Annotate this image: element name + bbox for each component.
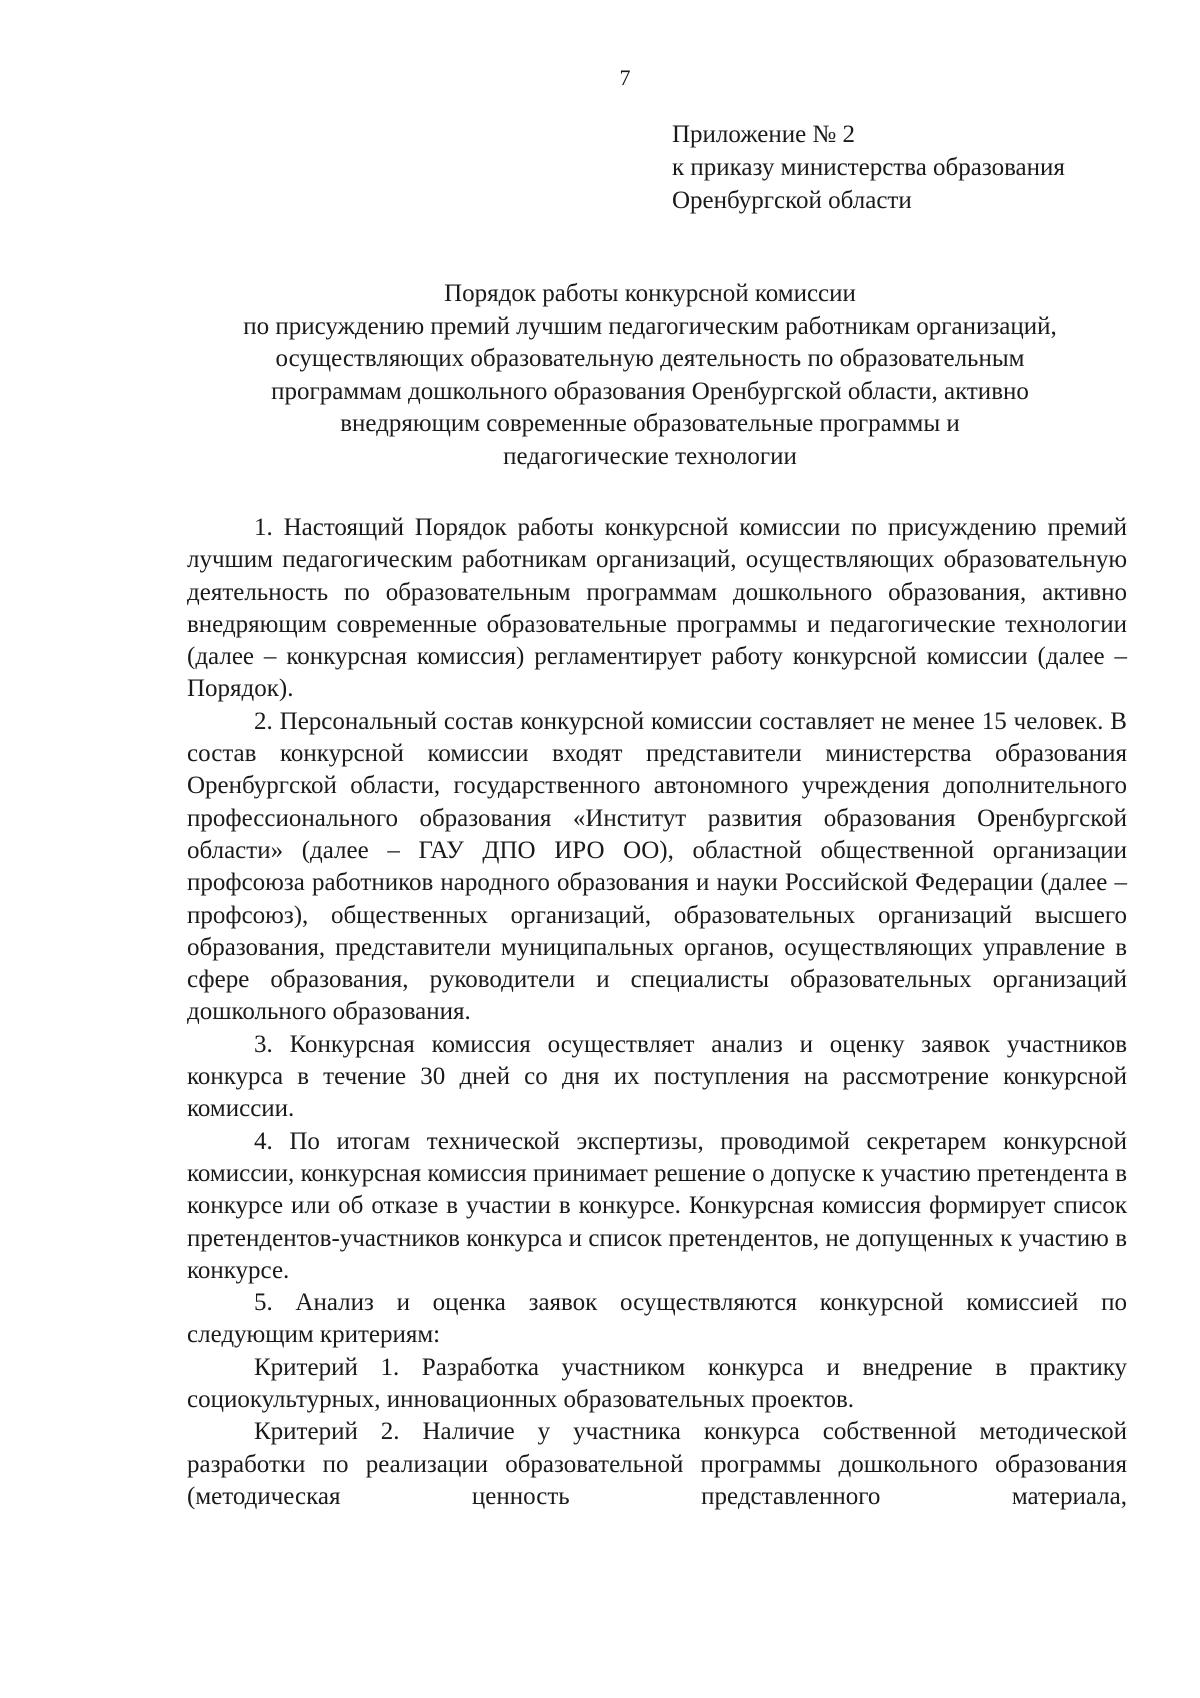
paragraph-4: 4. По итогам технической экспертизы, проводимой секретарем конкурсной комиссии, конкурсная комиссия принимает решение о допуске к участию претендента в конкурсе или об отказе в участии в конкурсе. Конкурсная комиссия формирует список претендентов-участников конкурса и список претендентов, не допущенных к участию в конкурсе. [187,1127,1127,1284]
title-line: педагогические технологии [503,442,797,470]
paragraph-2: 2. Персональный состав конкурсной комиссии составляет не менее 15 человек. В состав конкурсной комиссии входят представители министерства образования Оренбургской области, государственного автономного учреждения дополнительного профессионального образования «Институт развития образования Оренбургской области» (далее – ГАУ ДПО ИРО ОО), областной общественной организации профсоюза работников народного образования и науки Российской Федерации (далее – профсоюз), общественных организаций, образовательных организаций высшего образования, представители муниципальных органов, осуществляющих управление в сфере образования, руководители и специалисты образовательных организаций дошкольного образования. [187,707,1127,1026]
paragraph-5: 5. Анализ и оценка заявок осуществляются конкурсной комиссией по следующим критериям: [187,1289,1127,1349]
criterion-1: Критерий 1. Разработка участником конкурса и внедрение в практику социокультурных, инновационных образовательных проектов. [187,1353,1127,1414]
title-line: осуществляющих образовательную деятельность по образовательным [275,345,1025,372]
appendix-line: Оренбургской области [672,187,912,214]
appendix-header [672,118,1065,217]
paragraph-3: 3. Конкурсная комиссия осуществляет анализ и оценку заявок участников конкурса в течение 30 дней со дня их поступления на рассмотрение конкурсной комиссии. [187,1030,1127,1123]
document-body [187,512,1127,1513]
title-line: внедряющим современные образовательные программы и [340,410,960,437]
page-number: 7 [619,65,631,90]
document-title [170,278,1130,473]
paragraph-1: 1. Настоящий Порядок работы конкурсной комиссии по присуждению премий лучшим педагогическим работникам организаций, осуществляющих образовательную деятельность по образовательным программам дошкольного образования, активно внедряющим современные образовательные программы и педагогические технологии (далее – конкурсная комиссия) регламентирует работу конкурсной комиссии (далее – Порядок). [187,514,1127,703]
appendix-line: Приложение № 2 [672,121,856,148]
title-line: по присуждению премий лучшим педагогическим работникам организаций, [243,312,1057,340]
criterion-2: Критерий 2. Наличие у участника конкурса собственной методической разработки по реализации образовательной программы дошкольного образования (методическая ценность представленного материала, [187,1418,1127,1510]
appendix-line: к приказу министерства образования [672,154,1065,181]
title-line: Порядок работы конкурсной комиссии [444,280,856,307]
title-line: программам дошкольного образования Оренбургской области, активно [271,377,1029,405]
